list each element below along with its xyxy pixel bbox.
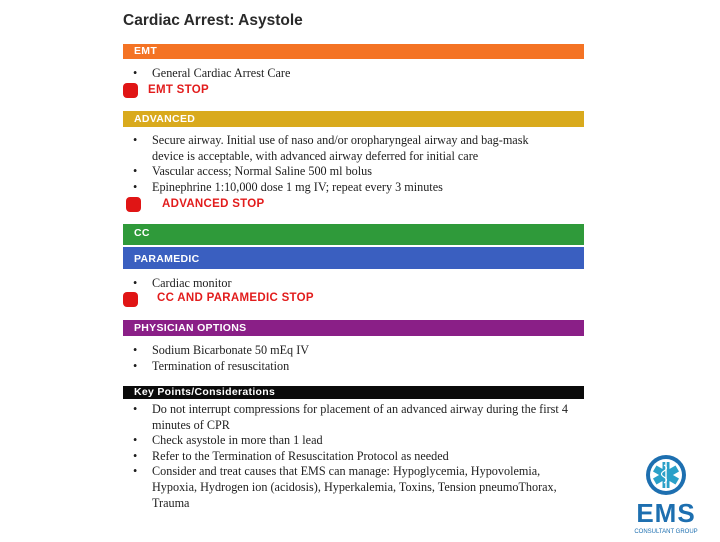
stop-marker-icon [123,292,138,307]
list-item-text: General Cardiac Arrest Care [152,66,291,80]
bullet-icon: • [133,133,138,147]
stop-marker-icon [126,197,141,212]
section-header-physician [123,320,584,336]
section-header-paramedic [123,247,584,269]
list-item [133,449,581,465]
section-header-label: PHYSICIAN OPTIONS [134,322,247,334]
cc-paramedic-stop-label: CC AND PARAMEDIC STOP [157,292,314,304]
page-title: Cardiac Arrest: Asystole [123,12,303,29]
list-item-text: Check asystole in more than 1 lead [152,433,323,448]
advanced-list [133,133,563,195]
section-header-label: Key Points/Considerations [134,386,276,398]
section-header-label: CC [134,227,150,239]
list-item-text: Termination of resuscitation [152,358,290,373]
bullet-icon: • [133,464,138,479]
list-item [133,276,563,292]
list-item-text: Vascular access; Normal Saline 500 ml bolus [152,164,372,179]
list-item [133,402,581,433]
list-item-text: Secure airway. Initial use of naso and/or oropharyngeal airway and bag-mask device is acceptable, with advanced airway deferred for initial care [152,133,529,163]
emt-list [133,66,573,82]
list-item [133,464,581,511]
list-item-text: Consider and treat causes that EMS can manage: Hypoglycemia, Hypovolemia, Hypoxia, Hydrogen ion (acidosis), Hyperkalemia, Toxins, Tension pneumoThorax, Trauma [152,464,557,510]
bullet-icon: • [133,402,138,416]
stop-marker-icon [123,83,138,98]
emt-stop-label: EMT STOP [148,84,209,96]
advanced-stop-label: ADVANCED STOP [162,198,265,210]
section-header-label: ADVANCED [134,113,196,125]
star-of-life-icon [620,453,715,537]
list-item-text: Do not interrupt compressions for placement of an advanced airway during the first 4 minutes of CPR [152,402,568,432]
bullet-icon: • [133,164,138,179]
list-item [133,133,563,164]
logo-word: EMS [636,498,696,528]
list-item-text: Epinephrine 1:10,000 dose 1 mg IV; repeat every 3 minutes [152,179,443,194]
bullet-icon: • [133,433,138,448]
bullet-icon: • [133,179,138,194]
paramedic-list [133,276,563,292]
bullet-icon: • [133,358,138,373]
list-item [133,359,563,375]
section-header-advanced [123,111,584,127]
ems-logo [620,453,715,537]
list-item-text: Cardiac monitor [152,276,232,290]
bullet-icon: • [133,343,138,357]
list-item [133,343,563,359]
list-item-text: Refer to the Termination of Resuscitation Protocol as needed [152,448,449,463]
section-header-key-points [123,386,584,399]
list-item [133,164,563,180]
bullet-icon: • [133,448,138,463]
bullet-icon: • [133,276,138,290]
bullet-icon: • [133,66,138,80]
logo-tagline: CONSULTANT GROUP [634,529,698,535]
section-header-label: EMT [134,45,158,57]
section-header-label: PARAMEDIC [134,253,200,265]
list-item-text: Sodium Bicarbonate 50 mEq IV [152,343,310,357]
section-header-emt [123,44,584,59]
section-header-cc [123,224,584,245]
physician-list [133,343,563,374]
list-item [133,180,563,196]
key-points-list [133,402,581,511]
list-item [133,433,581,449]
list-item [133,66,573,82]
